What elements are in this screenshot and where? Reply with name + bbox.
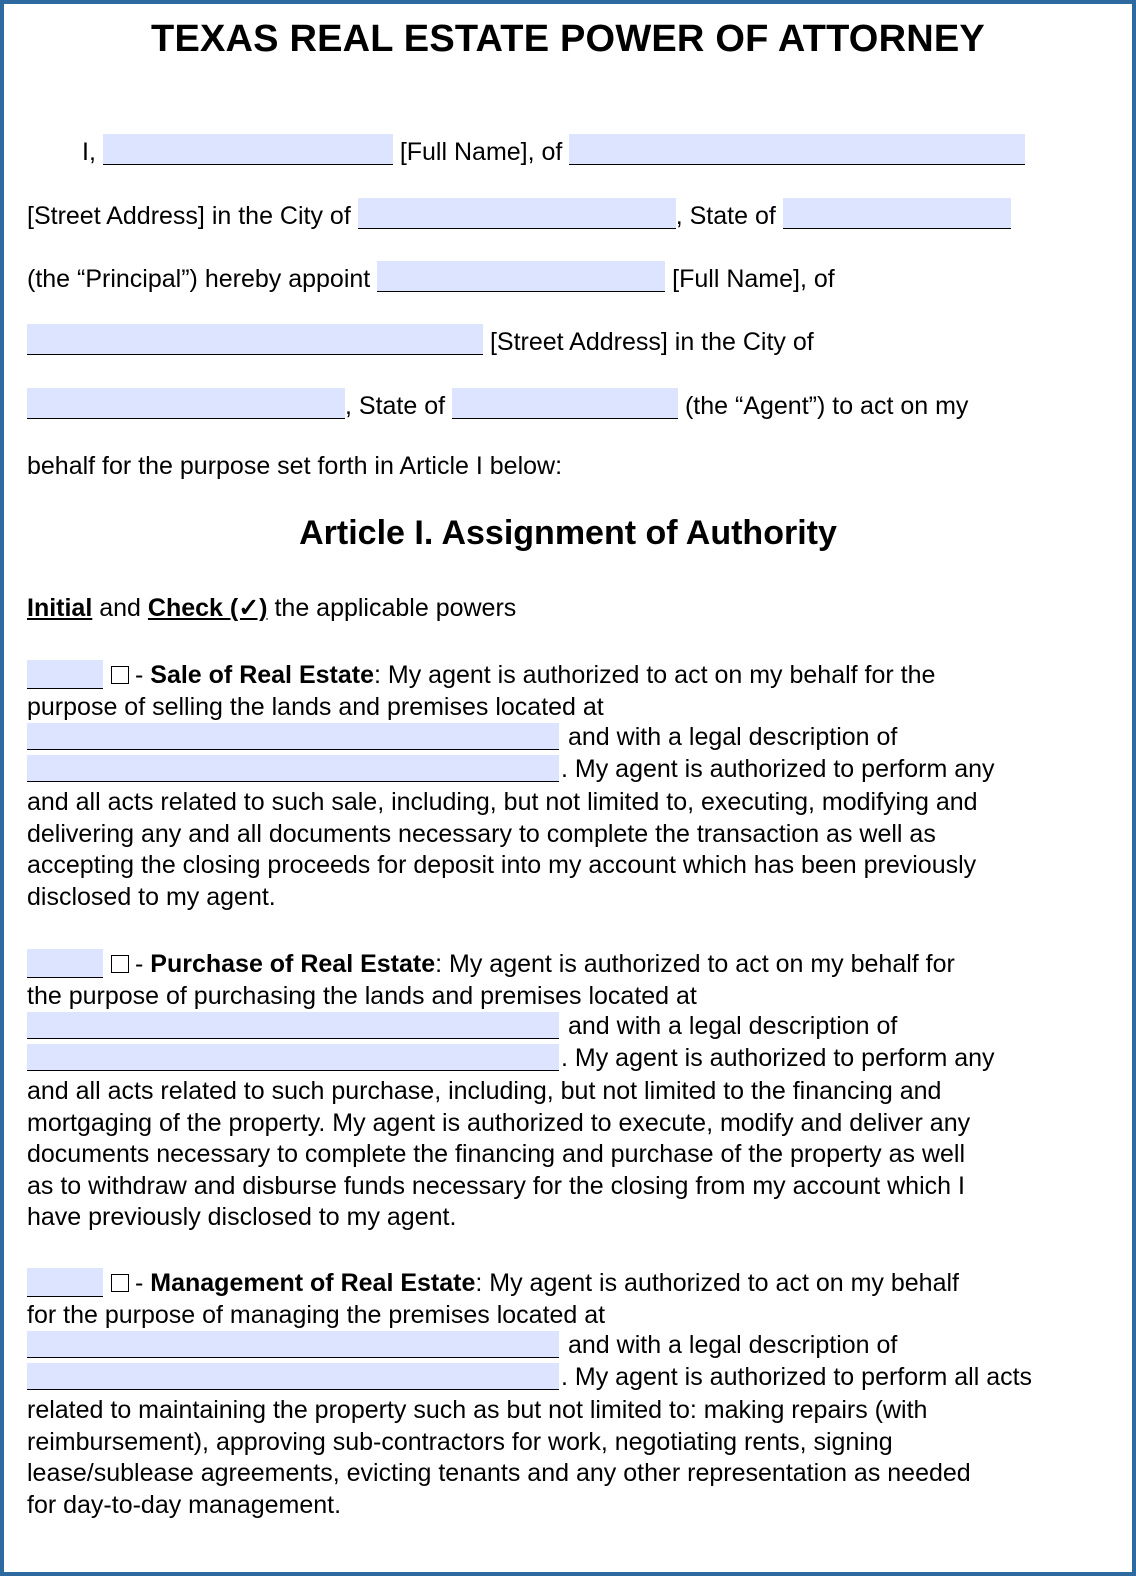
- power-purchase: - Purchase of Real Estate: My agent is authorized to act on my behalf for the purpose of purchasing the lands and premises located at and with a legal description of . My agent is authorized to perform any and all acts related to such purchase, including, but not limited to the financing and mortgaging of the property. My agent is authorized to execute, modify and deliver any documents necessary to complete the financing and purchase of the property as well as to withdraw and disburse funds necessary for the closing from my account which I have previously disclosed to my agent.: [27, 949, 1087, 1234]
- management-initial-field[interactable]: [27, 1268, 103, 1297]
- power-text: . My agent is authorized to perform any: [561, 1044, 995, 1072]
- agent-city-field[interactable]: [27, 388, 345, 419]
- power-heading: Management of Real Estate: [150, 1269, 476, 1297]
- intro-line-3: [27, 261, 835, 294]
- intro-text: (the “Principal”) hereby appoint: [27, 265, 371, 293]
- intro-line-6: behalf for the purpose set forth in Article I below:: [27, 452, 563, 480]
- intro-text: [Full Name], of: [399, 138, 563, 166]
- instruction-text: and: [99, 594, 141, 622]
- intro-text: (the “Agent”) to act on my: [684, 392, 969, 420]
- principal-state-field[interactable]: [783, 198, 1011, 229]
- purchase-initial-field[interactable]: [27, 949, 103, 978]
- management-checkbox[interactable]: [111, 1274, 129, 1292]
- power-text: as to withdraw and disburse funds necessary for the closing from my account which I: [27, 1171, 965, 1200]
- power-text: reimbursement), approving sub-contractors for work, negotiating rents, signing: [27, 1427, 893, 1456]
- intro-line-2: [27, 198, 1011, 231]
- power-text: and with a legal description of: [568, 1012, 898, 1040]
- instruction-text: the applicable powers: [274, 594, 517, 622]
- agent-name-field[interactable]: [377, 261, 665, 292]
- power-text: accepting the closing proceeds for deposit into my account which has been previously: [27, 851, 977, 879]
- power-text: documents necessary to complete the financing and purchase of the property as well: [27, 1140, 966, 1168]
- purchase-legal-description-field[interactable]: [27, 1044, 559, 1071]
- power-management: - Management of Real Estate: My agent is authorized to act on my behalf for the purpose of managing the premises located at and with a legal description of . My agent is authorized to perform all acts related to maintaining the property such as but not limited to: making repairs (with reimbursement), approving sub-contractors for work, negotiating rents, signing lease/sublease agreements, evicting tenants and any other representation as needed for day-to-day management.: [27, 1268, 1087, 1521]
- intro-text: [Street Address] in the City of: [489, 328, 814, 356]
- sale-legal-description-field[interactable]: [27, 755, 559, 782]
- initial-label: Initial: [27, 594, 93, 622]
- intro-text: [Full Name], of: [672, 265, 835, 293]
- power-text: have previously disclosed to my agent.: [27, 1203, 457, 1231]
- sale-initial-field[interactable]: [27, 660, 103, 689]
- power-text: . My agent is authorized to perform all acts: [561, 1363, 1033, 1391]
- power-text: lease/sublease agreements, evicting tenants and any other representation as needed: [27, 1459, 971, 1487]
- instruction-line: [27, 593, 516, 623]
- power-text: and all acts related to such purchase, including, but not limited to the financing and: [27, 1077, 942, 1105]
- power-text: and with a legal description of: [568, 1331, 898, 1359]
- intro-text: I,: [82, 138, 96, 166]
- agent-state-field[interactable]: [452, 388, 678, 419]
- intro-text: [Street Address] in the City of: [27, 202, 351, 230]
- power-text: mortgaging of the property. My agent is authorized to execute, modify and deliver any: [27, 1108, 971, 1137]
- purchase-checkbox[interactable]: [111, 955, 129, 973]
- principal-name-field[interactable]: [103, 134, 393, 165]
- sale-checkbox[interactable]: [111, 666, 129, 684]
- intro-line-1: [82, 134, 1025, 167]
- power-text: for the purpose of managing the premises located at: [27, 1300, 606, 1329]
- intro-line-4: [27, 324, 814, 357]
- check-label: Check (✓): [147, 594, 268, 622]
- document-page: [4, 4, 1132, 1572]
- principal-city-field[interactable]: [358, 198, 676, 229]
- power-text: : My agent is authorized to act on my behalf for the: [374, 661, 936, 689]
- sale-property-location-field[interactable]: [27, 723, 559, 750]
- principal-street-address-field[interactable]: [569, 134, 1025, 165]
- power-text: : My agent is authorized to act on my behalf for: [435, 950, 955, 978]
- intro-line-5: [27, 388, 968, 421]
- power-text: purpose of selling the lands and premises located at: [27, 692, 604, 721]
- power-text: . My agent is authorized to perform any: [561, 755, 995, 783]
- power-text: the purpose of purchasing the lands and premises located at: [27, 981, 697, 1010]
- power-text: : My agent is authorized to act on my behalf: [475, 1269, 959, 1297]
- power-sale: - Sale of Real Estate: My agent is authorized to act on my behalf for the purpose of selling the lands and premises located at and with a legal description of . My agent is authorized to perform any and all acts related to such sale, including, but not limited to, executing, modifying and delivering any and all documents necessary to complete the transaction as well as accepting the closing proceeds for deposit into my account which has been previously disclosed to my agent.: [27, 660, 1087, 913]
- management-legal-description-field[interactable]: [27, 1363, 559, 1390]
- power-heading: Purchase of Real Estate: [150, 950, 436, 978]
- intro-text: , State of: [345, 392, 446, 420]
- management-property-location-field[interactable]: [27, 1331, 559, 1358]
- power-text: for day-to-day management.: [27, 1490, 342, 1519]
- power-text: related to maintaining the property such as but not limited to: making repairs (with: [27, 1396, 928, 1424]
- document-title: TEXAS REAL ESTATE POWER OF ATTORNEY: [151, 18, 985, 60]
- agent-street-address-field[interactable]: [27, 324, 483, 355]
- power-text: and with a legal description of: [568, 723, 898, 751]
- power-heading: Sale of Real Estate: [150, 661, 374, 689]
- article-heading: Article I. Assignment of Authority: [299, 514, 837, 552]
- power-text: and all acts related to such sale, including, but not limited to, executing, modifying and: [27, 788, 978, 816]
- intro-text: , State of: [675, 202, 776, 230]
- power-text: delivering any and all documents necessary to complete the transaction as well as: [27, 819, 936, 848]
- purchase-property-location-field[interactable]: [27, 1012, 559, 1039]
- power-text: disclosed to my agent.: [27, 882, 276, 911]
